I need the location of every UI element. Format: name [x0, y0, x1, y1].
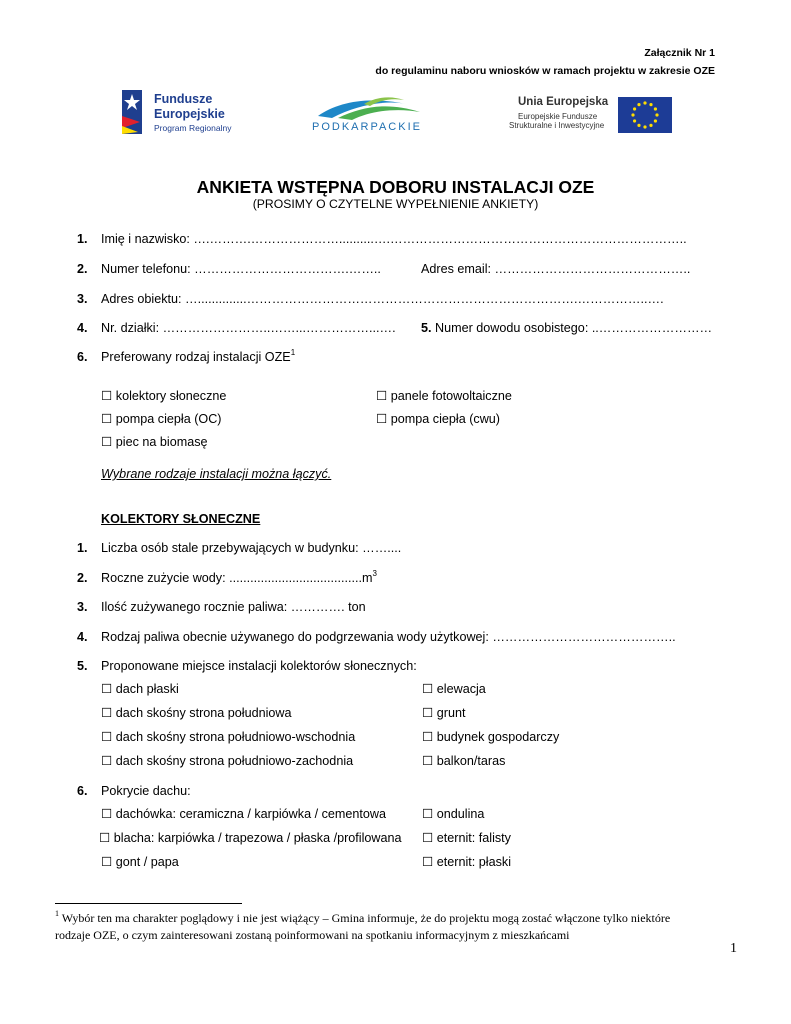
- water-usage-field[interactable]: Roczne zużycie wody: $......................................m^3$: [101, 569, 377, 585]
- location-balcony[interactable]: ☐ balkon/taras: [422, 754, 506, 768]
- footnote-divider: [55, 903, 242, 904]
- ue-line1: Unia Europejska: [518, 96, 609, 108]
- name-field[interactable]: Imię i nazwisko: ….……….…………………..........….……………………………………………………………..: [101, 232, 687, 246]
- location-outbuilding[interactable]: ☐ budynek gospodarczy: [422, 730, 560, 744]
- fe-star-icon: [118, 88, 152, 136]
- roof-tiles[interactable]: ☐ dachówka: ceramiczna / karpiówka / cementowa: [101, 807, 386, 821]
- unia-europejska-logo: [508, 96, 674, 136]
- podkarpackie-logo: [308, 92, 432, 136]
- fuel-amount-field[interactable]: Ilość zużywanego rocznie paliwa: …………. ton: [101, 600, 366, 614]
- podkarpackie-wave-icon: [308, 92, 428, 120]
- q4-number: 4.: [77, 321, 88, 335]
- roof-eternit-wavy[interactable]: ☐ eternit: falisty: [422, 831, 511, 845]
- regulation-label: do regulaminu naboru wniosków w ramach projektu w zakresie OZE: [375, 65, 715, 77]
- solar-q3-number: 3.: [77, 600, 88, 614]
- option-biomass[interactable]: ☐ piec na biomasę: [101, 435, 208, 449]
- persons-field[interactable]: Liczba osób stale przebywających w budynku: ……....: [101, 541, 402, 555]
- q6-number: 6.: [77, 350, 88, 364]
- id-number-field[interactable]: Numer dowodu osobistego: ..………………………: [435, 321, 713, 335]
- footnote-line2: rodzaje OZE, o czym zainteresowani zostaną poinformowani na spotkaniu informacyjnym z mieszkańcami: [55, 928, 570, 942]
- fe-line3: Program Regionalny: [154, 123, 232, 133]
- phone-field[interactable]: Numer telefonu: ……………………………….……..: [101, 262, 381, 276]
- solar-q1-number: 1.: [77, 541, 88, 555]
- option-photovoltaic[interactable]: ☐ panele fotowoltaiczne: [376, 389, 512, 403]
- fe-line2: Europejskie: [154, 107, 225, 121]
- location-flat-roof[interactable]: ☐ dach płaski: [101, 682, 179, 696]
- solar-section-heading: KOLEKTORY SŁONECZNE: [101, 512, 261, 526]
- roof-shingle[interactable]: ☐ gont / papa: [101, 855, 179, 869]
- ue-line3: Strukturalne i Inwestycyjne: [509, 121, 605, 130]
- fundusze-europejskie-logo: [118, 88, 248, 138]
- option-heat-pump-oc[interactable]: ☐ pompa ciepła (OC): [101, 412, 222, 426]
- roof-eternit-flat[interactable]: ☐ eternit: płaski: [422, 855, 511, 869]
- install-location-label: Proponowane miejsce instalacji kolektorów słonecznych:: [101, 659, 417, 673]
- page-number: 1: [730, 941, 737, 956]
- q3-number: 3.: [77, 292, 88, 306]
- location-south-roof[interactable]: ☐ dach skośny strona południowa: [101, 706, 292, 720]
- page-subtitle: (PROSIMY O CZYTELNE WYPEŁNIENIE ANKIETY): [252, 197, 539, 211]
- footnote-ref: 1: [290, 348, 296, 357]
- location-southeast-roof[interactable]: ☐ dach skośny strona południowo-wschodnia: [101, 730, 356, 744]
- plot-number-field[interactable]: Nr. działki: ……………………..……...……………...….: [101, 321, 396, 335]
- q5-number: 5.: [421, 321, 432, 335]
- solar-q5-number: 5.: [77, 659, 88, 673]
- roof-cover-label: Pokrycie dachu:: [101, 784, 191, 798]
- install-type-label: Preferowany rodzaj instalacji OZE$^1$: [101, 348, 296, 364]
- footnote-line1: $^1$ Wybór ten ma charakter poglądowy i nie jest wiążący – Gmina informuje, że do projektu mogą zostać włączone tylko niektóre: [55, 909, 671, 925]
- option-heat-pump-cwu[interactable]: ☐ pompa ciepła (cwu): [376, 412, 500, 426]
- q1-number: 1.: [77, 232, 88, 246]
- attachment-label: Załącznik Nr 1: [644, 47, 715, 59]
- email-field[interactable]: Adres email: ………………………………………..: [421, 262, 691, 276]
- page-title: ANKIETA WSTĘPNA DOBORU INSTALACJI OZE: [196, 177, 595, 197]
- combine-note: Wybrane rodzaje instalacji można łączyć.: [101, 467, 332, 481]
- location-ground[interactable]: ☐ grunt: [422, 706, 466, 720]
- podkarpackie-text: PODKARPACKIE: [312, 121, 422, 133]
- location-facade[interactable]: ☐ elewacja: [422, 682, 486, 696]
- option-solar-collectors[interactable]: ☐ kolektory słoneczne: [101, 389, 227, 403]
- q2-number: 2.: [77, 262, 88, 276]
- solar-q2-number: 2.: [77, 571, 88, 585]
- eu-flag-icon: [618, 97, 672, 133]
- roof-ondulina[interactable]: ☐ ondulina: [422, 807, 485, 821]
- ue-line2: Europejskie Fundusze: [518, 112, 598, 121]
- location-southwest-roof[interactable]: ☐ dach skośny strona południowo-zachodnia: [101, 754, 354, 768]
- solar-q6-number: 6.: [77, 784, 88, 798]
- fe-line1: Fundusze: [154, 92, 213, 106]
- solar-q4-number: 4.: [77, 630, 88, 644]
- fuel-type-field[interactable]: Rodzaj paliwa obecnie używanego do podgrzewania wody użytkowej: ……………………………………..: [101, 630, 676, 644]
- address-field[interactable]: Adres obiektu: …..............…………………………………………………………………….……………..….: [101, 292, 664, 306]
- roof-sheet-metal[interactable]: ☐ blacha: karpiówka / trapezowa / płaska /profilowana: [99, 831, 402, 845]
